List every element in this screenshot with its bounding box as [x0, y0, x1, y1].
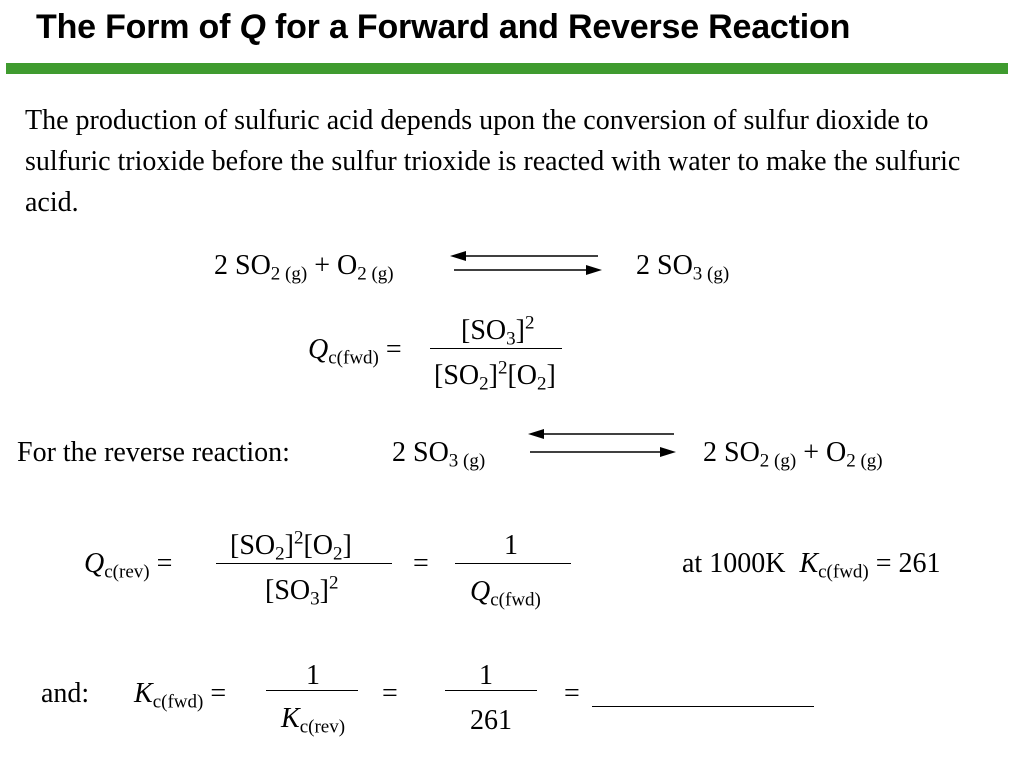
q-fwd-label: $Q_{c(fwd)}$ =: [308, 334, 402, 369]
q-rev-numerator: $[SO_2]^2[O_2]$: [230, 527, 352, 565]
q-rev-equals: =: [413, 548, 429, 579]
q-rev-inverse-fraction-bar: [455, 563, 571, 564]
k-equals-2: =: [382, 678, 398, 709]
and-label: and:: [41, 678, 90, 709]
slide-title: The Form of Q for a Forward and Reverse Reaction: [36, 8, 851, 46]
reverse-reactants: 2 $SO_{3 (g)}$: [392, 437, 486, 472]
k-fraction-bar-1: [266, 690, 358, 691]
q-rev-denominator: $[SO_3]^2$: [265, 572, 339, 610]
equilibrium-arrow-forward: [450, 248, 602, 278]
k-fwd-label: $K_{c(fwd)}$ =: [134, 678, 227, 713]
forward-products: 2 $SO_{3 (g)}$: [636, 250, 730, 285]
k-fwd-value-at-1000k: at 1000K $K_{c(fwd)} = 261$: [682, 548, 941, 583]
answer-blank-line: [592, 706, 814, 707]
k-numerator-1: 1: [306, 660, 320, 691]
k-denominator-2: 261: [470, 705, 512, 736]
forward-reactants: 2 $SO_{2 (g)} + O_{2 (g)}$: [214, 250, 394, 285]
q-rev-inverse-denominator: $Q_{c(fwd)}$: [470, 576, 541, 611]
k-fraction-bar-2: [445, 690, 537, 691]
k-numerator-2: 1: [479, 660, 493, 691]
k-equals-3: =: [564, 678, 580, 709]
title-underline-rule: [6, 62, 1008, 74]
q-fwd-fraction-bar: [430, 348, 562, 349]
q-rev-inverse-numerator: 1: [504, 530, 518, 561]
q-fwd-denominator: $[SO_2]^2[O_2]$: [434, 357, 556, 395]
equilibrium-arrow-reverse: [528, 427, 676, 459]
title-q-symbol: Q: [239, 8, 266, 46]
reverse-reaction-label: For the reverse reaction:: [17, 437, 290, 468]
q-rev-fraction-bar: [216, 563, 392, 564]
intro-paragraph: The production of sulfuric acid depends upon the conversion of sulfur dioxide to sulfuric trioxide before the sulfur trioxide is reacted with water to make the sulfuric acid.: [25, 105, 961, 218]
k-denominator-1: $K_{c(rev)}$: [281, 703, 346, 738]
reverse-products: 2 $SO_{2 (g)} + O_{2 (g)}$: [703, 437, 883, 472]
q-rev-label: $Q_{c(rev)}$ =: [84, 548, 173, 583]
q-fwd-numerator: $[SO_3]^2$: [461, 312, 535, 350]
